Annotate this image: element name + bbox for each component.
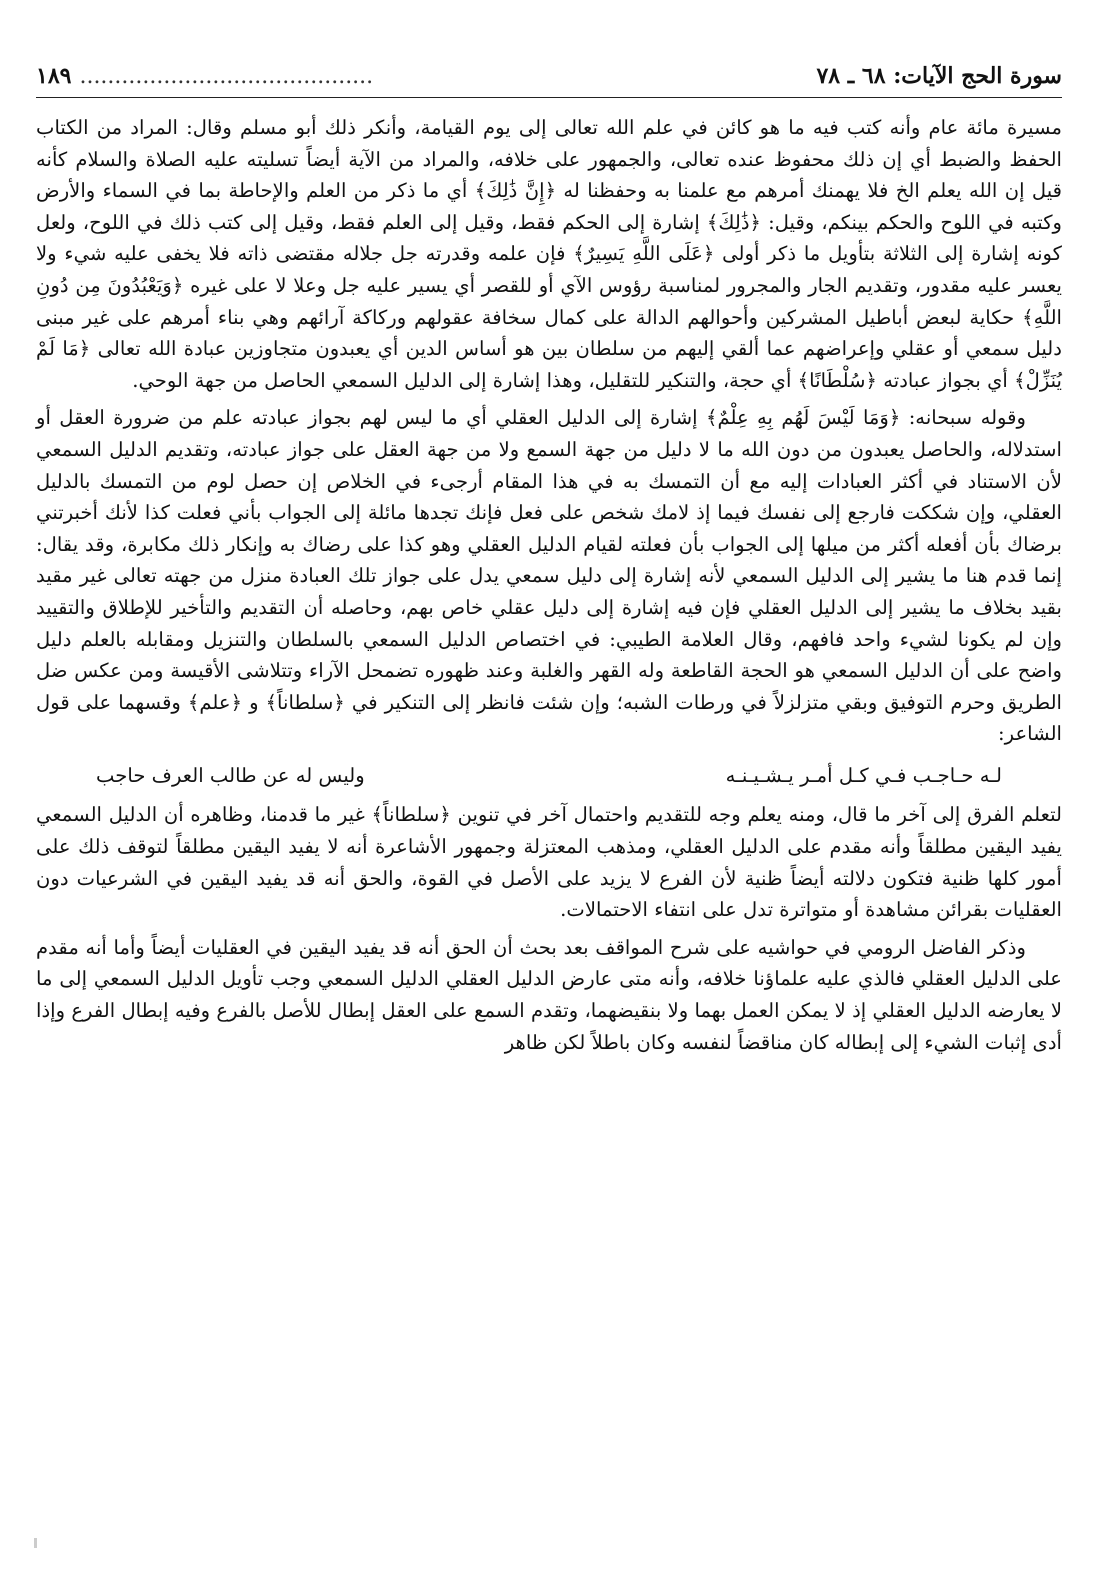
page-number: ١٨٩ xyxy=(36,63,72,89)
paragraph-4: وذكر الفاضل الرومي في حواشيه على شرح المواقف بعد بحث أن الحق أنه قد يفيد اليقين في العقليات أيضاً وأما أنه مقدم على الدليل العقلي فالذي عليه علماؤنا خلافه، وأنه متى عارض الدليل العقلي الدليل السمعي وجب تأويل الدليل السمعي إلى ما لا يعارضه الدليل العقلي إذ لا يمكن العمل بهما ولا بنقيضهما، وتقدم السمع على العقل إبطال للأصل بالفرع وفيه إبطال الفرع وإذا أدى إثبات الشيء إلى إبطاله كان مناقضاً لنفسه وكان باطلاً لكن ظاهر xyxy=(36,935,1062,1054)
verse-second-hemistich: وليس له عن طالب العرف حاجب xyxy=(96,763,365,787)
surah-header-title: سورة الحج الآيات: ٦٨ ـ ٧٨ xyxy=(816,63,1062,89)
header-leader-dots: .......................................... xyxy=(79,64,374,89)
verse-first-hemistich: لـه حـاجـب فـي كـل أمـر يـشـيـنـه xyxy=(725,763,1002,787)
book-page xyxy=(36,58,1062,1058)
paragraph-3: لتعلم الفرق إلى آخر ما قال، ومنه يعلم وجه للتقديم واحتمال آخر في تنوين ﴿سلطاناً﴾ غير ما قدمنا، وظاهره أن الدليل السمعي يفيد اليقين مطلقاً وأنه مقدم على الدليل العقلي، ومذهب المعتزلة وجمهور الأشاعرة أنه لا يفيد اليقين مطلقاً لتوقف ذلك على أمور كلها ظنية فتكون دلالته أيضاً ظنية لأن الفرع لا يزيد على الأصل في القوة، والحق أنه قد يفيد اليقين في الشرعيات دون العقليات بقرائن مشاهدة أو متواترة تدل على انتفاء الاحتمالات. xyxy=(36,803,1062,922)
paragraph-1: مسيرة مائة عام وأنه كتب فيه ما هو كائن في علم الله تعالى إلى يوم القيامة، وأنكر ذلك أبو مسلم وقال: المراد من الكتاب الحفظ والضبط أي إن ذلك محفوظ عنده تعالى، والجمهور على خلافه، والمراد من الآية أيضاً تسليته عليه الصلاة والسلام كأنه قيل إن الله يعلم الخ فلا يهمنك أمرهم مع علمنا به وحفظنا له ﴿إِنَّ ذَٰلِكَ﴾ أي ما ذكر من العلم والإحاطة بما في السماء والأرض وكتبه في اللوح والحكم بينكم، وقيل: ﴿ذَٰلِكَ﴾ إشارة إلى الحكم فقط، وقيل إلى العلم فقط، وقيل إلى كتب ذلك في اللوح، ولعل كونه إشارة إلى الثلاثة بتأويل ما ذكر أولى ﴿عَلَى اللَّهِ يَسِيرٌ﴾ فإن علمه وقدرته جل جلاله مقتضى ذاته فلا يخفى عليه شيء ولا يعسر عليه مقدور، وتقديم الجار والمجرور لمناسبة رؤوس الآي أو للقصر أي يسير عليه جل وعلا لا على غيره ﴿وَيَعْبُدُونَ مِن دُونِ اللَّهِ﴾ حكاية لبعض أباطيل المشركين وأحوالهم الدالة على كمال سخافة عقولهم وركاكة آرائهم وهي بناء أمرهم على غير مبنى دليل سمعي أو عقلي وإعراضهم عما ألقي إليهم من سلطان بين هو أساس الدين أي يعبدون متجاوزين عبادة الله تعالى ﴿مَا لَمْ يُنَزِّلْ﴾ أي بجواز عبادته ﴿سُلْطَانًا﴾ أي حجة، والتنكير للتقليل، وهذا إشارة إلى الدليل السمعي الحاصل من جهة الوحي. xyxy=(36,116,1062,392)
poetry-verse xyxy=(36,750,1062,796)
paragraph-2: وقوله سبحانه: ﴿وَمَا لَيْسَ لَهُم بِهِ عِلْمٌ﴾ إشارة إلى الدليل العقلي أي ما ليس لهم بجواز عبادته علم من ضرورة العقل أو استدلاله، والحاصل يعبدون من دون الله ما لا دليل من جهة السمع ولا من جهة العقل على جواز عبادته، وتقديم الدليل السمعي لأن الاستناد في أكثر العبادات إليه مع أن التمسك به في هذا المقام أرجىء في الخلاص إن حصل لوم من التمسك بالدليل العقلي، وإن شككت فارجع إلى نفسك فيما إذ لامك شخص على فعل فإنك تجدها مائلة إلى الجواب بأني فعلت كذا لأنك أخبرتني برضاك بأن أفعله أكثر من ميلها إلى الجواب بأن فعلته لقيام الدليل العقلي وهو كذا على رضاك به وإنكار ذلك مكابرة، وقد يقال: إنما قدم هنا ما يشير إلى الدليل السمعي لأنه إشارة إلى دليل سمعي يدل على جواز تلك العبادة منزل من جهته تعالى غير مقيد بقيد بخلاف ما يشير إلى الدليل العقلي فإن فيه إشارة إلى دليل عقلي خاص بهم، وحاصله أن التقديم والتأخير للإطلاق والتقييد وإن لم يكونا لشيء واحد فافهم، وقال العلامة الطيبي: في اختصاص الدليل السمعي بالسلطان والتنزيل ومقابله بالعلم دليل واضح على أن الدليل السمعي هو الحجة القاطعة وله القهر والغلبة وعند ظهوره تضمحل الآراء وتتلاشى الأقيسة ومن عكس ضل الطريق وحرم التوفيق وبقي متزلزلاً في ورطات الشبه؛ وإن شئت فانظر إلى التنكير في ﴿سلطاناً﴾ و ﴿علم﴾ وقسهما على قول الشاعر: xyxy=(36,406,1062,746)
scan-mark xyxy=(34,1538,37,1548)
running-header xyxy=(36,58,1062,98)
